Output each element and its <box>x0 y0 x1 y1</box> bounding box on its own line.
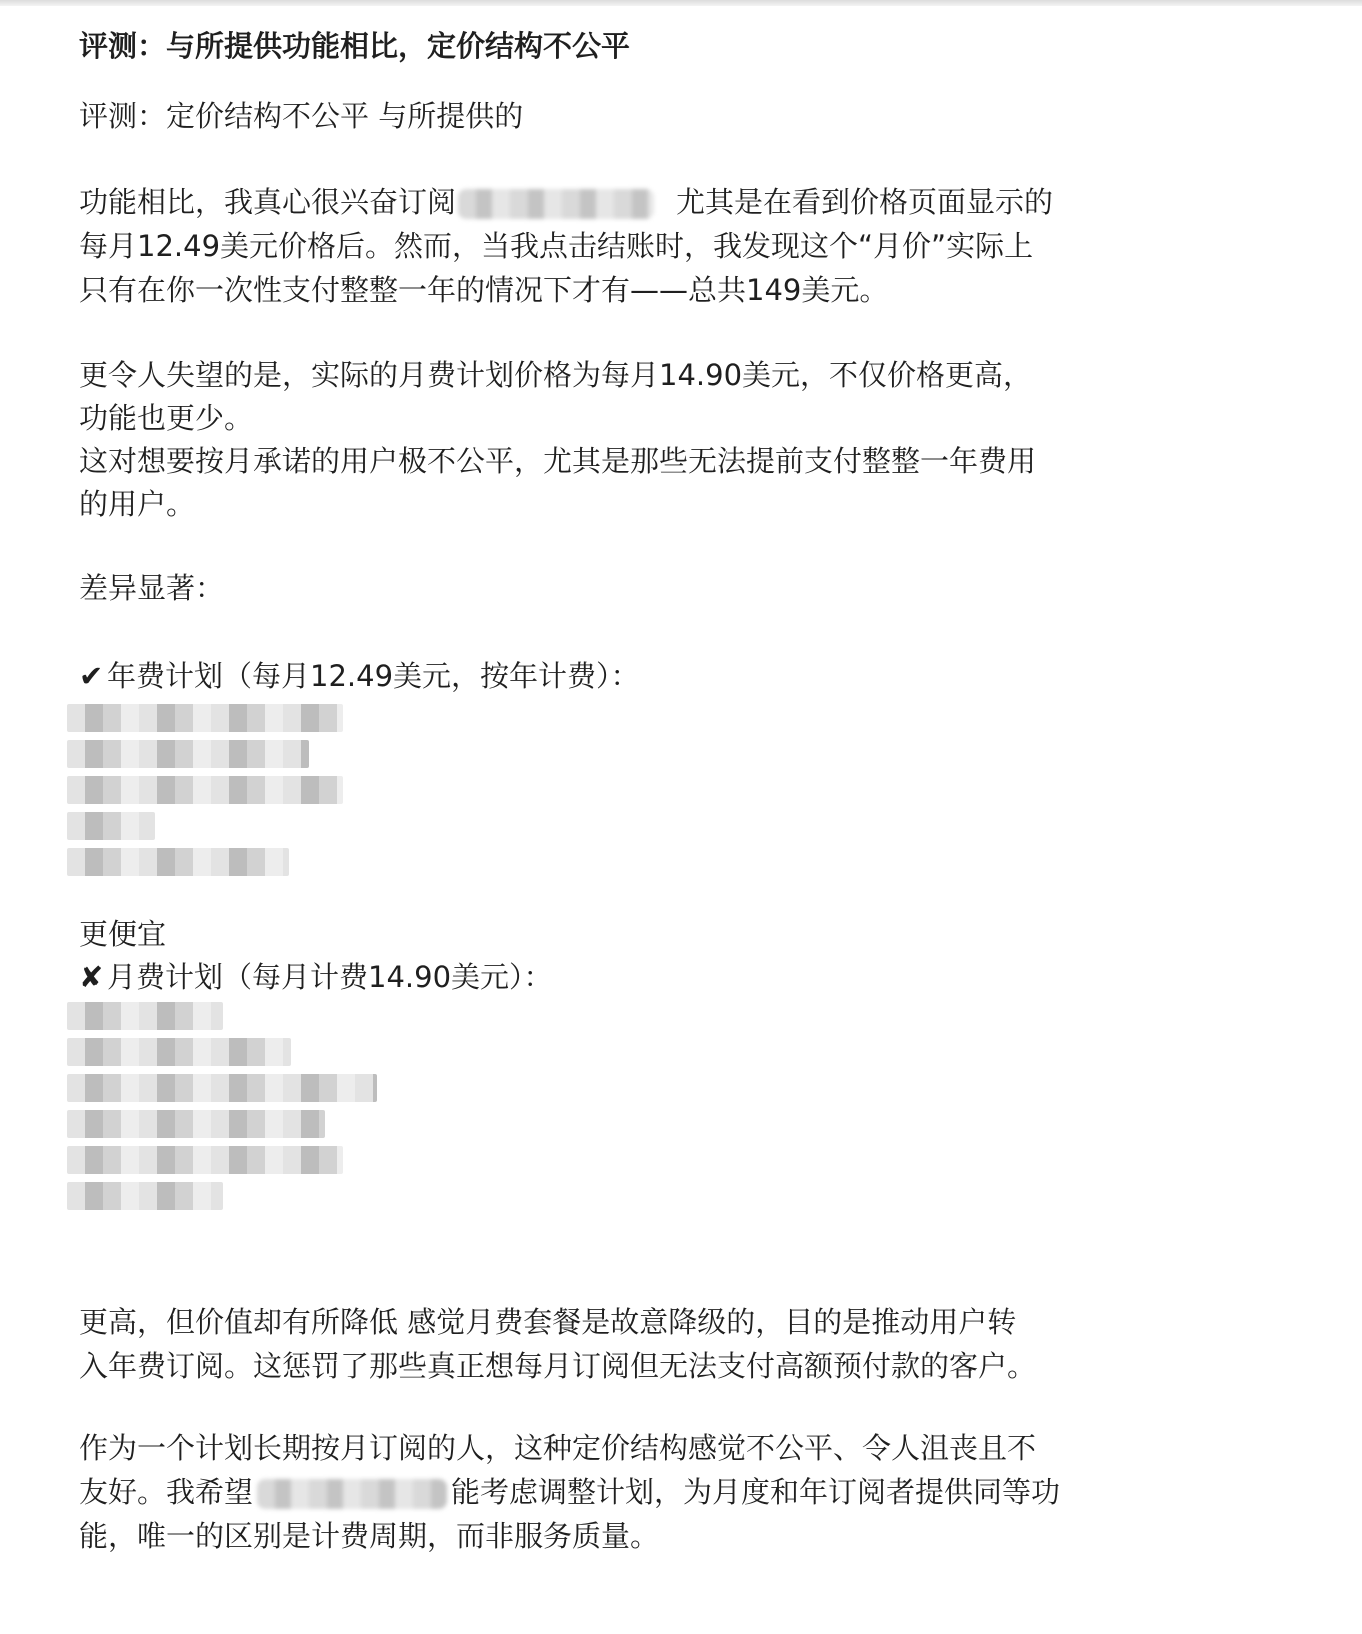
para4-text-before: 友好。我希望 <box>79 1475 254 1509</box>
review-subtitle: 评测：定价结构不公平 与所提供的 <box>79 99 524 133</box>
para1-line2: 每月12.49美元价格后。然而，当我点击结账时，我发现这个“月价”实际上 <box>79 229 1034 263</box>
para1-text-before: 功能相比，我真心很兴奋订阅 <box>79 185 457 219</box>
para4-line3: 能，唯一的区别是计费周期，而非服务质量。 <box>79 1519 660 1553</box>
annual-plan-label: 年费计划（每月12.49美元，按年计费）： <box>107 659 640 693</box>
para2-line4: 的用户。 <box>79 487 196 521</box>
cross-icon: ✘ <box>79 960 104 994</box>
monthly-plan-label: 月费计划（每月计费14.90美元）： <box>107 960 553 994</box>
redacted-brand <box>458 189 654 219</box>
annual-cheaper-note: 更便宜 <box>79 917 167 951</box>
top-edge <box>0 0 1362 6</box>
para1-line3: 只有在你一次性支付整整一年的情况下才有——总共149美元。 <box>79 273 889 307</box>
monthly-plan-heading <box>79 959 553 995</box>
para1-text-after: 尤其是在看到价格页面显示的 <box>676 185 1054 219</box>
para2-line1: 更令人失望的是，实际的月费计划价格为每月14.90美元，不仅价格更高， <box>79 358 1033 392</box>
para1-line1 <box>79 184 1053 220</box>
annual-plan-heading <box>79 658 640 694</box>
check-icon: ✔ <box>79 659 104 693</box>
para4-line2 <box>79 1474 1060 1510</box>
review-title: 评测：与所提供功能相比，定价结构不公平 <box>79 29 631 63</box>
redacted-brand-2 <box>257 1479 447 1509</box>
para2-line3: 这对想要按月承诺的用户极不公平，尤其是那些无法提前支付整整一年费用 <box>79 444 1037 478</box>
diff-heading: 差异显著： <box>79 571 225 605</box>
para2-line2: 功能也更少。 <box>79 401 254 435</box>
redacted-monthly-features <box>67 1002 377 1218</box>
para4-line1: 作为一个计划长期按月订阅的人，这种定价结构感觉不公平、令人沮丧且不 <box>79 1431 1037 1465</box>
para3-line1: 更高，但价值却有所降低 感觉月费套餐是故意降级的，目的是推动用户转 <box>79 1305 1017 1339</box>
redacted-annual-features <box>67 704 343 884</box>
para4-text-after: 能考虑调整计划，为月度和年订阅者提供同等功 <box>451 1475 1061 1509</box>
para3-line2: 入年费订阅。这惩罚了那些真正想每月订阅但无法支付高额预付款的客户。 <box>79 1349 1037 1383</box>
